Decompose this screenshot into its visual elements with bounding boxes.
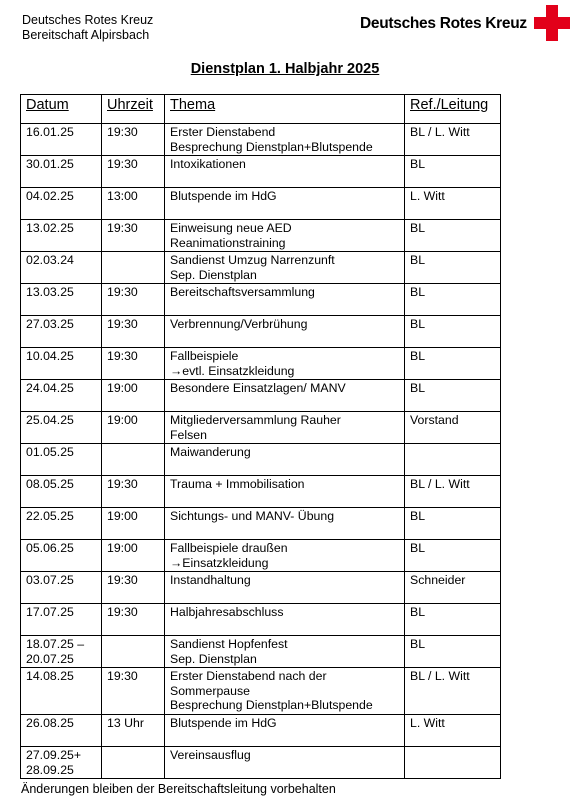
- cell-datum-line: 26.08.25: [26, 716, 74, 730]
- table-row: [21, 668, 501, 715]
- cell-datum-line: 18.07.25 –: [26, 637, 85, 651]
- cell-thema-line: Blutspende im HdG: [170, 716, 277, 730]
- cell-datum-line: 27.09.25+: [26, 748, 82, 762]
- org-line-2: Bereitschaft Alpirsbach: [22, 28, 150, 42]
- table-row: [21, 476, 501, 508]
- cell-thema-line: Vereinsausflug: [170, 748, 251, 762]
- schedule-table: [20, 94, 501, 779]
- table-row: [21, 284, 501, 316]
- cell-datum-line: 04.02.25: [26, 189, 74, 203]
- cell-leitung: BL: [405, 508, 501, 540]
- table-row: [21, 124, 501, 156]
- cell-leitung: Schneider: [405, 572, 501, 604]
- cell-leitung: L. Witt: [405, 715, 501, 747]
- cell-uhrzeit: 19:00: [102, 540, 165, 572]
- cell-datum-line: 02.03.24: [26, 253, 74, 267]
- cell-datum-line: 13.02.25: [26, 221, 74, 235]
- cell-thema: [165, 668, 405, 715]
- column-header-uhrzeit: Uhrzeit: [102, 95, 165, 124]
- cell-thema-line: Sandienst Hopfenfest: [170, 637, 288, 651]
- cell-thema-line: →evtl. Einsatzkleidung: [170, 363, 295, 378]
- cell-datum: [21, 316, 102, 348]
- cell-leitung: BL / L. Witt: [405, 668, 501, 715]
- drk-logo: [360, 5, 570, 41]
- table-row: [21, 380, 501, 412]
- table-row: [21, 188, 501, 220]
- schedule-rows: [21, 124, 501, 779]
- cell-datum-line: 20.07.25: [26, 651, 74, 666]
- cell-thema-line: Halbjahresabschluss: [170, 605, 284, 619]
- cell-thema-line: Verbrennung/Verbrühung: [170, 317, 308, 331]
- table-row: [21, 540, 501, 572]
- cell-datum: [21, 572, 102, 604]
- cell-datum: [21, 188, 102, 220]
- cell-thema-line: Besprechung Dienstplan+Blutspende: [170, 698, 373, 713]
- cell-leitung: BL: [405, 380, 501, 412]
- table-row: [21, 508, 501, 540]
- cell-datum-line: 14.08.25: [26, 669, 74, 683]
- cell-thema: [165, 444, 405, 476]
- table-row: [21, 348, 501, 380]
- cell-thema-line: Sep. Dienstplan: [170, 267, 257, 282]
- cell-datum: [21, 348, 102, 380]
- cell-leitung: BL: [405, 636, 501, 668]
- cell-uhrzeit: 13 Uhr: [102, 715, 165, 747]
- cell-datum: [21, 508, 102, 540]
- cell-uhrzeit: [102, 636, 165, 668]
- cell-thema-line: Sommerpause: [170, 683, 250, 698]
- cell-leitung: BL / L. Witt: [405, 124, 501, 156]
- cell-datum: [21, 540, 102, 572]
- cell-datum-line: 16.01.25: [26, 125, 74, 139]
- org-line-1: Deutsches Rotes Kreuz: [22, 13, 154, 27]
- cell-thema: [165, 316, 405, 348]
- cell-uhrzeit: 19:30: [102, 124, 165, 156]
- cell-leitung: BL: [405, 316, 501, 348]
- column-header-thema: Thema: [165, 95, 405, 124]
- cell-datum: [21, 220, 102, 252]
- cell-thema-line: Sep. Dienstplan: [170, 651, 257, 666]
- cell-uhrzeit: 19:30: [102, 604, 165, 636]
- cell-datum-line: 17.07.25: [26, 605, 74, 619]
- cell-datum-line: 28.09.25: [26, 762, 74, 777]
- cell-thema-line: Maiwanderung: [170, 445, 251, 459]
- cell-datum-line: 10.04.25: [26, 349, 74, 363]
- organization-name: [22, 13, 153, 43]
- cell-leitung: [405, 747, 501, 779]
- cell-leitung: BL: [405, 348, 501, 380]
- cell-thema-line: Blutspende im HdG: [170, 189, 277, 203]
- table-row: [21, 316, 501, 348]
- cell-thema-line: Besondere Einsatzlagen/ MANV: [170, 381, 346, 395]
- cell-leitung: BL: [405, 156, 501, 188]
- column-header-leitung: Ref./Leitung: [405, 95, 501, 124]
- column-header-datum: Datum: [21, 95, 102, 124]
- cell-uhrzeit: [102, 444, 165, 476]
- cell-datum: [21, 444, 102, 476]
- cell-leitung: BL: [405, 252, 501, 284]
- cell-uhrzeit: 19:00: [102, 508, 165, 540]
- table-row: [21, 412, 501, 444]
- cell-datum: [21, 380, 102, 412]
- cell-leitung: Vorstand: [405, 412, 501, 444]
- cell-thema: [165, 476, 405, 508]
- page-title: Dienstplan 1. Halbjahr 2025: [190, 61, 380, 77]
- cell-thema-line: Fallbeispiele: [170, 349, 239, 363]
- cell-thema-line: Fallbeispiele draußen: [170, 541, 288, 555]
- cell-datum: [21, 412, 102, 444]
- cell-datum-line: 05.06.25: [26, 541, 74, 555]
- cell-uhrzeit: 19:30: [102, 156, 165, 188]
- cell-uhrzeit: 19:30: [102, 572, 165, 604]
- cell-datum: [21, 747, 102, 779]
- cell-datum-line: 24.04.25: [26, 381, 74, 395]
- cell-uhrzeit: 19:30: [102, 668, 165, 715]
- cell-thema-line: Mitgliederversammlung Rauher: [170, 413, 341, 427]
- cell-uhrzeit: 19:00: [102, 380, 165, 412]
- cell-thema: [165, 284, 405, 316]
- cell-thema-line: Besprechung Dienstplan+Blutspende: [170, 139, 373, 154]
- cell-datum: [21, 156, 102, 188]
- cell-thema-line: Instandhaltung: [170, 573, 251, 587]
- cell-uhrzeit: 19:30: [102, 316, 165, 348]
- cell-thema: [165, 747, 405, 779]
- cell-thema: [165, 540, 405, 572]
- cell-thema-line: Reanimationstraining: [170, 235, 286, 250]
- table-row: [21, 572, 501, 604]
- cell-datum: [21, 604, 102, 636]
- cell-thema-line: Intoxikationen: [170, 157, 246, 171]
- cell-thema: [165, 636, 405, 668]
- cell-thema-line: Einweisung neue AED: [170, 221, 292, 235]
- cell-uhrzeit: 19:30: [102, 348, 165, 380]
- cell-datum-line: 25.04.25: [26, 413, 74, 427]
- cell-datum-line: 22.05.25: [26, 509, 74, 523]
- cell-thema-line: Bereitschaftsversammlung: [170, 285, 315, 299]
- cell-thema: [165, 156, 405, 188]
- cell-uhrzeit: [102, 252, 165, 284]
- cell-uhrzeit: 19:30: [102, 284, 165, 316]
- cell-datum: [21, 476, 102, 508]
- table-row: [21, 252, 501, 284]
- table-header-row: [21, 95, 501, 124]
- cell-uhrzeit: 19:00: [102, 412, 165, 444]
- cell-datum: [21, 636, 102, 668]
- table-row: [21, 604, 501, 636]
- cell-datum-line: 08.05.25: [26, 477, 74, 491]
- table-row: [21, 156, 501, 188]
- cell-uhrzeit: 19:30: [102, 476, 165, 508]
- cell-datum-line: 01.05.25: [26, 445, 74, 459]
- cell-thema: [165, 715, 405, 747]
- cell-uhrzeit: 13:00: [102, 188, 165, 220]
- cell-datum: [21, 252, 102, 284]
- red-cross-icon: [534, 5, 570, 41]
- cell-thema: [165, 348, 405, 380]
- cell-leitung: [405, 444, 501, 476]
- cell-thema: [165, 220, 405, 252]
- cell-thema: [165, 572, 405, 604]
- cell-thema-line: Sichtungs- und MANV- Übung: [170, 509, 335, 523]
- cell-leitung: BL / L. Witt: [405, 476, 501, 508]
- cell-datum-line: 03.07.25: [26, 573, 74, 587]
- cell-leitung: BL: [405, 604, 501, 636]
- cell-leitung: BL: [405, 284, 501, 316]
- cell-thema-line: →Einsatzkleidung: [170, 555, 269, 570]
- cell-datum: [21, 715, 102, 747]
- cell-datum-line: 27.03.25: [26, 317, 74, 331]
- cell-leitung: BL: [405, 220, 501, 252]
- cell-thema: [165, 252, 405, 284]
- cell-thema: [165, 604, 405, 636]
- cell-leitung: BL: [405, 540, 501, 572]
- cell-datum: [21, 124, 102, 156]
- cell-uhrzeit: [102, 747, 165, 779]
- cell-leitung: L. Witt: [405, 188, 501, 220]
- table-row: [21, 715, 501, 747]
- cell-thema-line: Felsen: [170, 427, 207, 442]
- cell-thema: [165, 412, 405, 444]
- table-row: [21, 636, 501, 668]
- brand-text: Deutsches Rotes Kreuz: [360, 15, 527, 32]
- cell-datum-line: 13.03.25: [26, 285, 74, 299]
- cell-thema: [165, 380, 405, 412]
- table-row: [21, 444, 501, 476]
- cell-thema-line: Trauma + Immobilisation: [170, 477, 305, 491]
- cell-datum-line: 30.01.25: [26, 157, 74, 171]
- cell-thema-line: Erster Dienstabend: [170, 125, 276, 139]
- cell-thema: [165, 508, 405, 540]
- cell-thema-line: Sandienst Umzug Narrenzunft: [170, 253, 335, 267]
- cell-uhrzeit: 19:30: [102, 220, 165, 252]
- cell-thema: [165, 124, 405, 156]
- cell-thema-line: Erster Dienstabend nach der: [170, 669, 327, 683]
- cell-thema: [165, 188, 405, 220]
- table-row: [21, 747, 501, 779]
- table-row: [21, 220, 501, 252]
- footer-note: Änderungen bleiben der Bereitschaftsleitung vorbehalten: [21, 782, 336, 796]
- cell-datum: [21, 668, 102, 715]
- cell-datum: [21, 284, 102, 316]
